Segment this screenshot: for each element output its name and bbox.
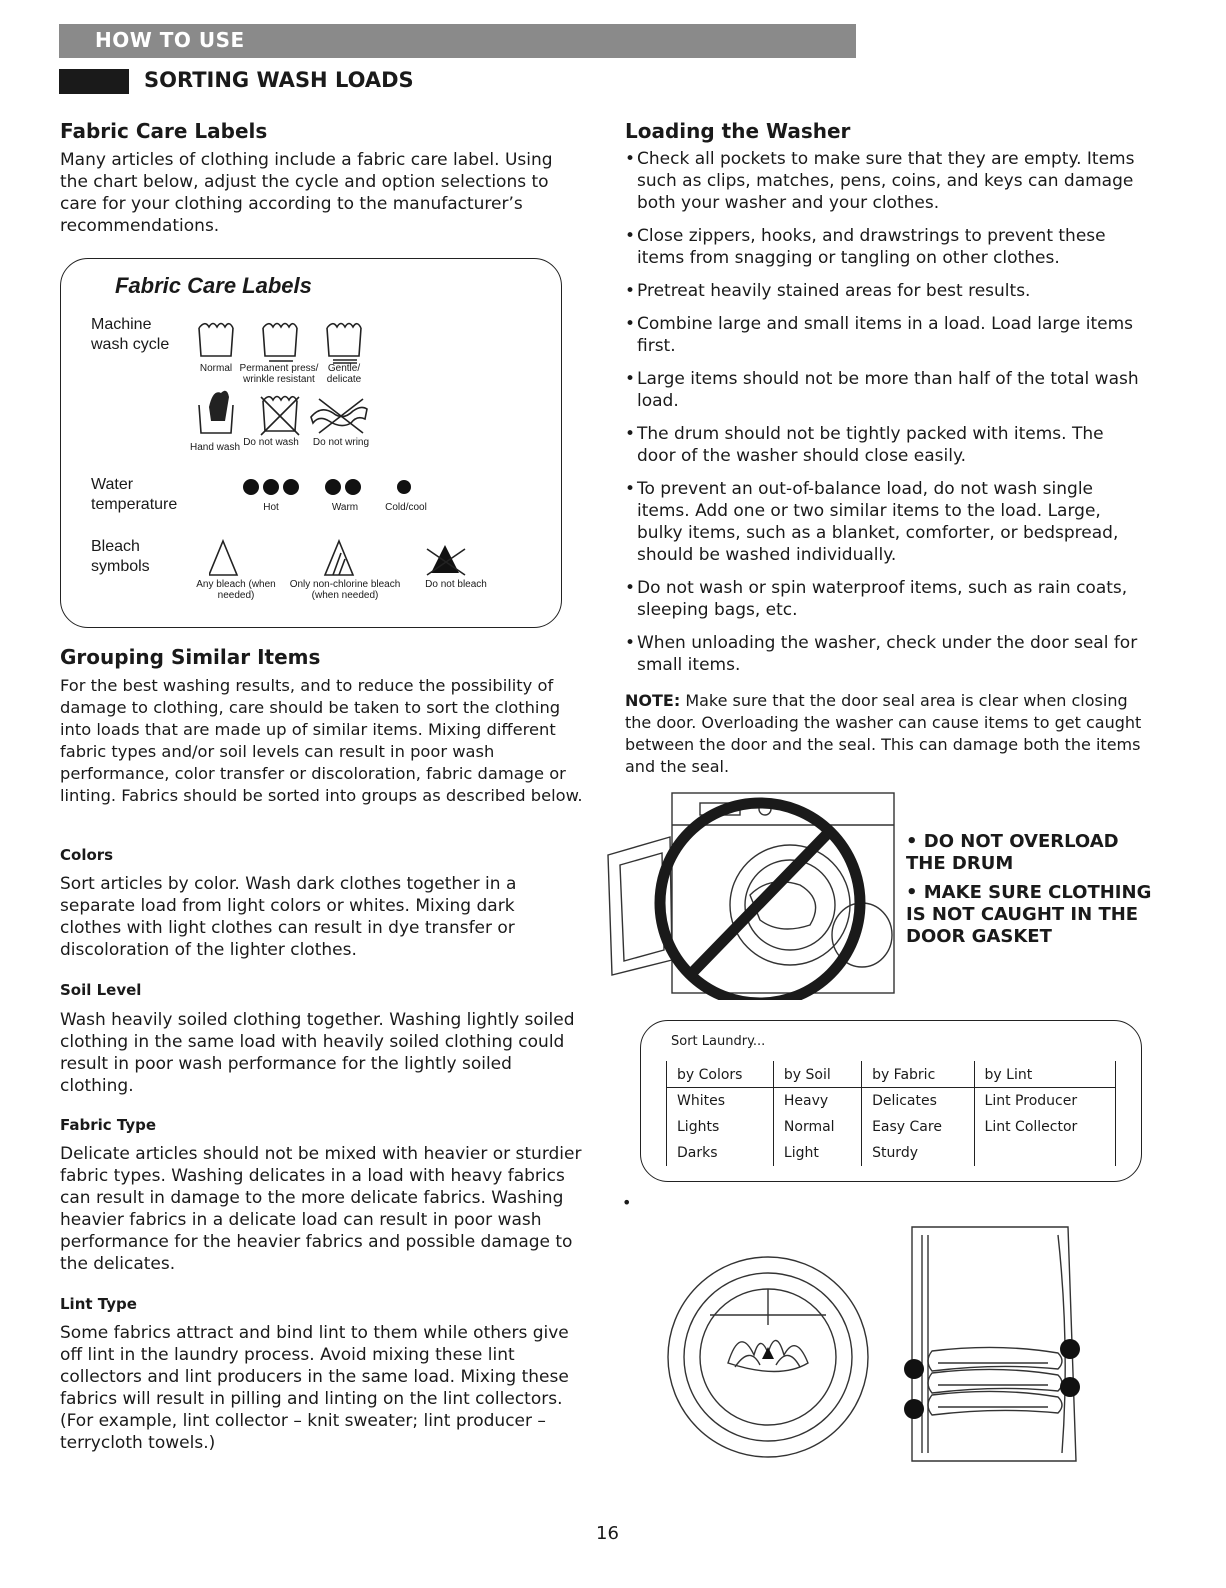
do-not-wring-caption: Do not wring (312, 437, 370, 448)
note-label: NOTE: (625, 691, 681, 710)
table-cell (974, 1140, 1115, 1166)
section-header-bar (59, 24, 856, 58)
soil-heading: Soil Level (60, 981, 142, 999)
gasket-warning: • MAKE SURE CLOTHING IS NOT CAUGHT IN THE DOOR GASKET (906, 882, 1152, 947)
table-cell: Whites (667, 1088, 774, 1115)
stray-bullet: • (622, 1193, 632, 1212)
sort-laundry-table (666, 1061, 1116, 1166)
hand-wash-icons (191, 387, 381, 441)
sort-laundry-title: Sort Laundry... (671, 1034, 766, 1049)
fabric-type-heading: Fabric Type (60, 1116, 157, 1134)
loading-bullet: • Do not wash or spin waterproof items, such as rain coats, sleeping bags, etc. (625, 577, 1145, 621)
temperature-dots-icon (241, 477, 411, 497)
table-cell: Lights (667, 1114, 774, 1140)
table-cell: Heavy (773, 1088, 861, 1115)
perm-press-caption: Permanent press/ wrinkle resistant (239, 363, 319, 385)
loading-bullet: • Check all pockets to make sure that they are empty. Items such as clips, matches, pens, coins, and keys can damage both your washer and your clothes. (625, 148, 1145, 214)
table-cell: Darks (667, 1140, 774, 1166)
column-header: by Colors (667, 1061, 774, 1088)
loading-bullet: • Close zippers, hooks, and drawstrings to prevent these items from snagging or tangling on other clothes. (625, 225, 1145, 269)
loading-bullet: • Pretreat heavily stained areas for best results. (625, 280, 1145, 302)
loading-heading: Loading the Washer (625, 119, 851, 143)
do-not-wash-caption: Do not wash (243, 437, 299, 448)
do-not-bleach-caption: Do not bleach (425, 579, 487, 590)
sort-laundry-box (640, 1020, 1142, 1182)
overloaded-washer-illustration (600, 785, 905, 1000)
grouping-heading: Grouping Similar Items (60, 645, 321, 669)
fabric-type-text: Delicate articles should not be mixed with heavier or sturdier fabric types. Washing delicates in a load with heavy fabrics can result in damage to the more delicate fabrics. Washing heavier fabrics in a delicate load can result in poor wash performance for the heavier fabrics and possible damage to the delicates. (60, 1144, 582, 1274)
any-bleach-caption: Any bleach (when needed) (196, 579, 276, 601)
page-title: SORTING WASH LOADS (144, 68, 414, 92)
cold-caption: Cold/cool (385, 502, 427, 513)
drum-side-illustration (898, 1225, 1088, 1465)
loading-bullet: • Combine large and small items in a load. Load large items first. (625, 313, 1145, 357)
gentle-caption: Gentle/ delicate (326, 363, 362, 385)
loading-bullet: • The drum should not be tightly packed with items. The door of the washer should close easily. (625, 423, 1145, 467)
note-paragraph (625, 690, 1145, 778)
wash-tub-icons (191, 314, 381, 364)
section-title-block (59, 69, 129, 94)
bleach-label: Bleach symbols (91, 538, 150, 575)
loading-bullet: • Large items should not be more than half of the total wash load. (625, 368, 1145, 412)
normal-caption: Normal (199, 363, 233, 374)
hand-wash-caption: Hand wash (189, 442, 241, 453)
section-header-text: HOW TO USE (95, 28, 245, 52)
table-row (667, 1088, 1116, 1115)
table-cell: Normal (773, 1114, 861, 1140)
soil-text: Wash heavily soiled clothing together. Washing lightly soiled clothing in the same load with heavily soiled clothing could result in poor wash performance for the lightly soiled clothing. (60, 1010, 575, 1096)
overload-warning: • DO NOT OVERLOAD THE DRUM (906, 831, 1119, 874)
chart-title: Fabric Care Labels (115, 273, 312, 298)
lint-type-text: Some fabrics attract and bind lint to them while others give off lint in the laundry process. Avoid mixing these lint collectors and lint producers in the same load. Mixing these fabrics will result in pilling and linting on the lint collectors. (For example, lint collector – knit sweater; lint producer – terrycloth towels.) (60, 1323, 569, 1453)
column-header: by Lint (974, 1061, 1115, 1088)
grouping-intro: For the best washing results, and to reduce the possibility of damage to clothing, care should be taken to sort the clothing into loads that are made up of similar items. Mixing different fabric types and/or soil levels can result in poor wash performance, color transfer or discoloration, fabric damage or linting. Fabrics should be sorted into groups as described below. (60, 676, 583, 805)
table-row (667, 1140, 1116, 1166)
table-cell: Sturdy (862, 1140, 974, 1166)
table-cell: Light (773, 1140, 861, 1166)
table-cell: Lint Producer (974, 1088, 1115, 1115)
colors-text: Sort articles by color. Wash dark clothes together in a separate load from light colors or whites. Mixing dark clothes with light clothes can result in dye transfer or discoloration of the lighter clothes. (60, 874, 517, 960)
table-row (667, 1114, 1116, 1140)
machine-wash-label: Machine wash cycle (91, 316, 170, 353)
bleach-triangle-icons (209, 539, 489, 579)
fabric-care-chart (60, 258, 562, 628)
water-temp-label: Water temperature (91, 476, 178, 513)
note-text: Make sure that the door seal area is clear when closing the door. Overloading the washer can cause items to get caught between the door and the seal. This can damage both the items and the seal. (625, 691, 1142, 776)
hot-caption: Hot (263, 502, 279, 513)
column-header: by Soil (773, 1061, 861, 1088)
loading-bullet: • To prevent an out-of-balance load, do not wash single items. Add one or two similar items to the load. Large, bulky items, such as a blanket, comforter, or bedspread, should be washed individually. (625, 478, 1145, 566)
loading-bullet: • When unloading the washer, check under the door seal for small items. (625, 632, 1145, 676)
colors-heading: Colors (60, 846, 114, 864)
fabric-care-intro: Many articles of clothing include a fabric care label. Using the chart below, adjust the cycle and option selections to care for your clothing according to the manufacturer’s recommendations. (60, 150, 553, 236)
lint-type-heading: Lint Type (60, 1295, 137, 1313)
table-cell: Lint Collector (974, 1114, 1115, 1140)
table-header-row (667, 1061, 1116, 1088)
table-cell: Easy Care (862, 1114, 974, 1140)
page-number: 16 (596, 1523, 619, 1544)
column-header: by Fabric (862, 1061, 974, 1088)
warm-caption: Warm (331, 502, 359, 513)
drum-front-illustration (650, 1255, 890, 1460)
non-chlorine-caption: Only non-chlorine bleach (when needed) (289, 579, 401, 601)
loading-bullet-list (625, 148, 1145, 687)
fabric-care-heading: Fabric Care Labels (60, 119, 268, 143)
table-cell: Delicates (862, 1088, 974, 1115)
